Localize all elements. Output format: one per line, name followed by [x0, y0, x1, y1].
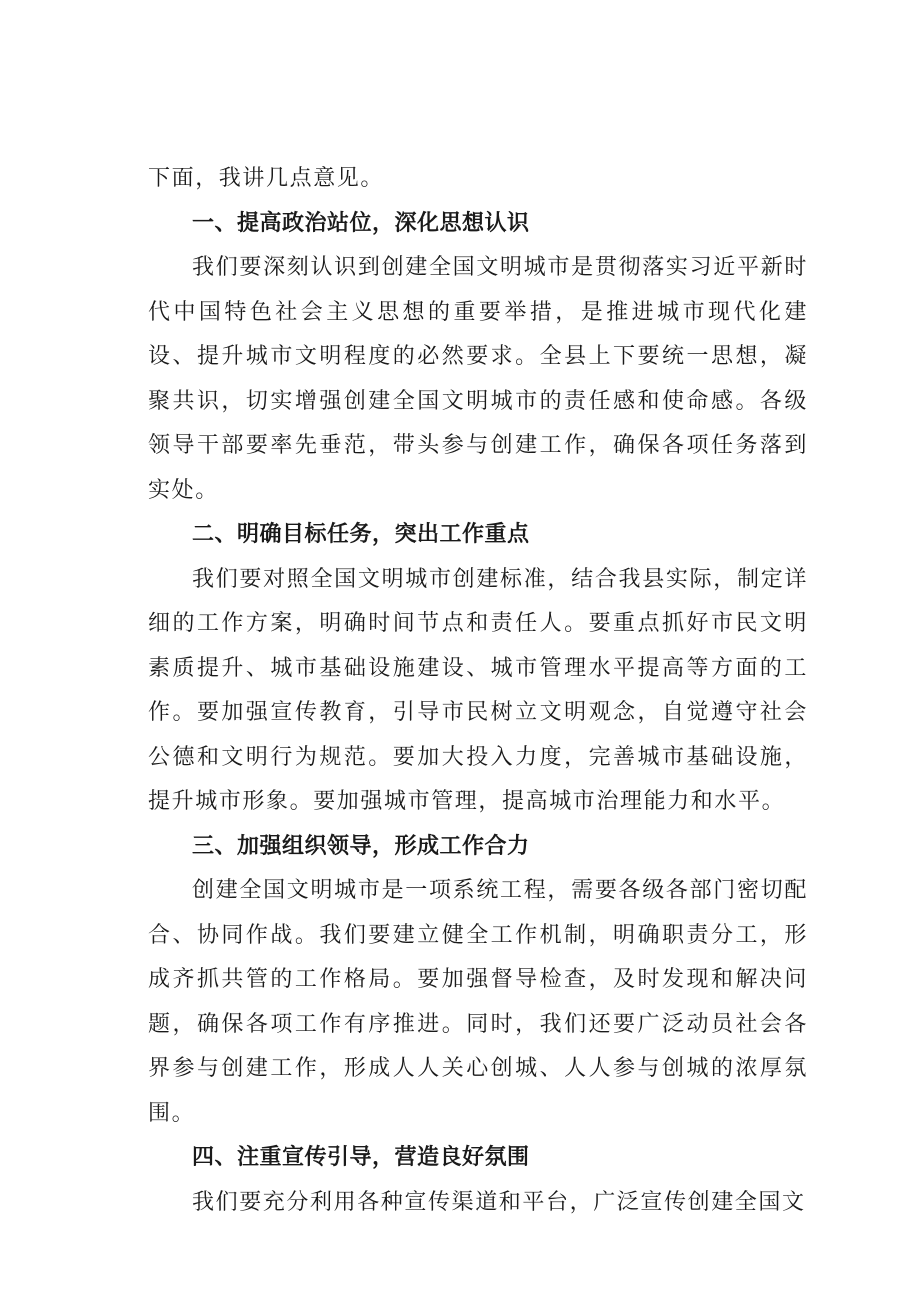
document-body: [148, 157, 808, 1225]
section-3-paragraph: 创建全国文明城市是一项系统工程，需要各级各部门密切配合、协同作战。我们要建立健全工作机制，明确职责分工，形成齐抓共管的工作格局。要加强督导检查，及时发现和解决问题，确保各项工作有序推进。同时，我们还要广泛动员社会各界参与创建工作，形成人人关心创城、人人参与创城的浓厚氛围。: [148, 878, 808, 1126]
section-4-paragraph: 我们要充分利用各种宣传渠道和平台，广泛宣传创建全国文: [192, 1189, 806, 1215]
intro-paragraph: 下面，我讲几点意见。: [148, 166, 385, 191]
section-2-heading: 二、明确目标任务，突出工作重点: [192, 522, 530, 547]
section-1-heading: 一、提高政治站位，深化思想认识: [192, 210, 530, 236]
section-1-paragraph: 我们要深刻认识到创建全国文明城市是贯彻落实习近平新时代中国特色社会主义思想的重要举措，是推进城市现代化建设、提升城市文明程度的必然要求。全县上下要统一思想，凝聚共识，切实增强创建全国文明城市的责任感和使命感。各级领导干部要率先垂范，带头参与创建工作，确保各项任务落到实处。: [148, 255, 808, 503]
section-3-heading: 三、加强组织领导，形成工作合力: [192, 833, 530, 859]
section-4-heading: 四、注重宣传引导，营造良好氛围: [192, 1145, 530, 1170]
section-2-paragraph: 我们要对照全国文明城市创建标准，结合我县实际，制定详细的工作方案，明确时间节点和责任人。要重点抓好市民文明素质提升、城市基础设施建设、城市管理水平提高等方面的工作。要加强宣传教育，引导市民树立文明观念，自觉遵守社会公德和文明行为规范。要加大投入力度，完善城市基础设施，提升城市形象。要加强城市管理，提高城市治理能力和水平。: [148, 566, 808, 814]
